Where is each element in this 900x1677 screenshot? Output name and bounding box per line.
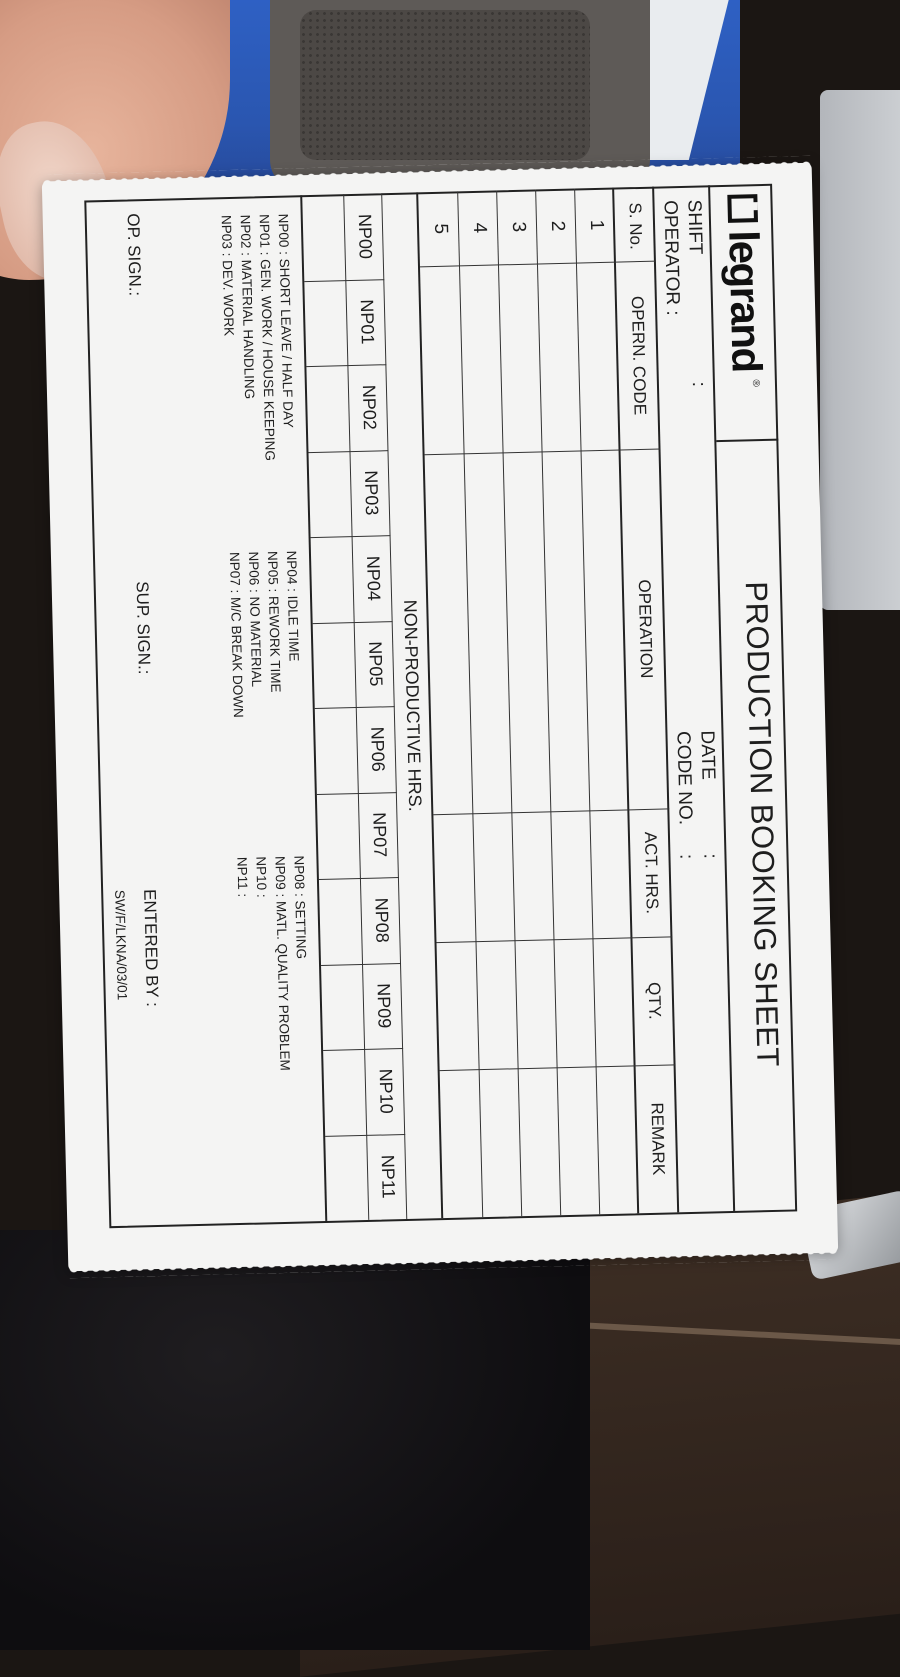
np-code-np04: NP04 — [363, 555, 385, 602]
col-head-operation: OPERATION — [634, 579, 657, 679]
col-head-sno: S. No. — [625, 202, 646, 250]
legend-np10: NP10 : — [253, 856, 270, 898]
row-number-3: 3 — [507, 221, 530, 233]
np-code-np06: NP06 — [367, 726, 389, 773]
legend-np11: NP11 : — [234, 856, 251, 898]
headrest-mesh — [300, 10, 590, 160]
np-code-np10: NP10 — [375, 1068, 397, 1114]
sheet-title: PRODUCTION BOOKING SHEET — [738, 580, 786, 1068]
legend-np06: NP06 : NO MATERIAL — [245, 551, 265, 688]
legrand-logo-mark-icon — [727, 194, 758, 223]
registered-mark: ® — [750, 379, 762, 387]
dark-lap — [0, 1230, 590, 1650]
printed-form — [82, 184, 797, 1241]
legend-np05: NP05 : REWORK TIME — [264, 550, 284, 693]
legend-np08: NP08 : SETTING — [291, 855, 309, 960]
np-code-np02: NP02 — [358, 384, 380, 431]
legend-np07: NP07 : M/C BREAK DOWN — [226, 551, 246, 718]
np-code-np01: NP01 — [356, 299, 378, 345]
non-productive-title: NON-PRODUCTIVE HRS. — [400, 599, 426, 812]
legend-np01: NP01 : GEN. WORK / HOUSE KEEPING — [256, 213, 278, 462]
legend-column-2 — [225, 550, 305, 718]
np-code-np08: NP08 — [371, 897, 393, 943]
shift-colon: : — [687, 381, 710, 388]
code-no-colon: : — [675, 853, 697, 860]
np-code-np05: NP05 — [365, 641, 387, 687]
form-border — [84, 184, 797, 1229]
laptop-edge — [820, 90, 900, 610]
code-no-label: CODE NO. — [672, 730, 696, 826]
row-number-5: 5 — [429, 223, 452, 235]
row-number-2: 2 — [546, 220, 569, 232]
np-code-np07: NP07 — [369, 812, 391, 858]
np-code-np00: NP00 — [354, 213, 376, 260]
shift-label: SHIFT — [683, 199, 706, 255]
operator-label: OPERATOR : — [659, 199, 684, 316]
legend-np03: NP03 : DEV. WORK — [218, 214, 237, 337]
legend-np04: NP04 : IDLE TIME — [283, 550, 302, 662]
legend-np02: NP02 : MATERIAL HANDLING — [237, 214, 258, 400]
legrand-logo — [718, 194, 771, 388]
np-code-np09: NP09 — [373, 982, 395, 1029]
document-code: SW/F/LKNA/03/01 — [112, 889, 130, 1001]
legend-column-1 — [217, 213, 299, 462]
entered-by-label: ENTERED BY : — [140, 888, 162, 1008]
date-label: DATE — [696, 730, 719, 780]
row-number-4: 4 — [468, 222, 491, 234]
col-head-opern-code: OPERN. CODE — [627, 295, 650, 416]
col-head-qty: QTY. — [644, 981, 665, 1020]
np-code-np11: NP11 — [377, 1154, 399, 1199]
np-code-np03: NP03 — [360, 470, 383, 516]
legend-np09: NP09 : MATL. QUALITY PROBLEM — [272, 855, 293, 1071]
legend-column-3 — [232, 855, 313, 1072]
date-colon: : — [699, 853, 721, 859]
brand-name: legrand — [720, 229, 771, 373]
col-head-remark: REMARK — [647, 1102, 669, 1176]
col-head-act-hrs: ACT. HRS. — [640, 831, 662, 915]
production-booking-slip — [42, 163, 838, 1271]
legend-np00: NP00 : SHORT LEAVE / HALF DAY — [275, 213, 296, 429]
op-sign-label: OP. SIGN.: — [123, 213, 145, 297]
sup-sign-label: SUP. SIGN.: — [132, 581, 154, 675]
row-number-1: 1 — [585, 219, 608, 231]
